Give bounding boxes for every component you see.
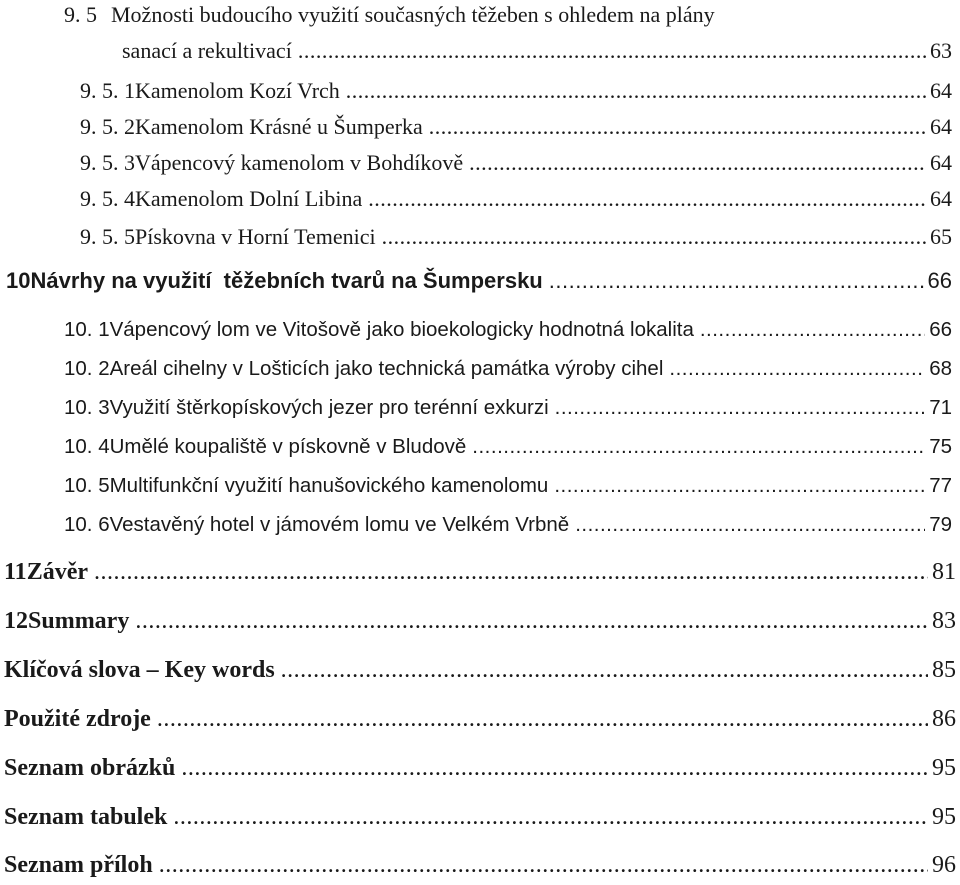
toc-entry[interactable] [80,224,952,250]
toc-page-number: 95 [932,804,956,830]
toc-entry[interactable] [80,114,952,140]
toc-leader-dots [549,268,924,294]
toc-leader-dots [346,78,926,104]
toc-title: Využití štěrkopískových jezer pro terénní exkurzi [109,396,549,419]
toc-title: Umělé koupaliště v pískovně v Bludově [109,435,467,458]
toc-number: 12 [4,608,28,634]
toc-title: sanací a rekultivací [122,38,292,63]
toc-page-number: 65 [930,224,952,249]
toc-title: Klíčová slova – Key words [4,657,275,683]
toc-entry[interactable] [64,434,952,460]
toc-entry[interactable] [64,473,952,499]
toc-page-number: 79 [929,513,952,536]
toc-title: Návrhy na využití těžebních tvarů na Šumpersku [30,268,543,293]
toc-leader-dots [159,850,928,880]
toc-page-number: 85 [932,657,956,683]
toc-entry[interactable] [64,512,952,538]
toc-leader-dots [94,557,928,587]
toc-entry[interactable] [80,150,952,176]
toc-leader-dots [298,38,926,64]
toc-title: Vápencový kamenolom v Bohdíkově [135,150,464,175]
toc-entry[interactable] [64,395,952,421]
toc-entry[interactable] [64,356,952,382]
toc-entry[interactable] [80,78,952,104]
toc-leader-dots [469,150,926,176]
toc-leader-dots [700,317,925,343]
toc-number: 10. 4 [64,435,110,458]
toc-page-number: 68 [929,357,952,380]
toc-leader-dots [555,395,926,421]
toc-page-number: 71 [929,396,952,419]
toc-number: 10. 3 [64,396,110,419]
toc-leader-dots [181,753,928,783]
toc-entry-chapter-11[interactable] [4,557,956,587]
toc-leader-dots [157,704,928,734]
toc-entry-list-of-tables[interactable] [4,802,956,832]
toc-title: Kamenolom Krásné u Šumperka [135,114,423,139]
toc-entry-9-5-line2[interactable] [122,38,952,64]
toc-page-number: 63 [930,38,952,63]
toc-page-number: 64 [930,150,952,175]
toc-leader-dots [382,224,926,250]
toc-entry-list-of-figures[interactable] [4,753,956,783]
toc-number: 9. 5. 1 [80,78,135,103]
toc-number: 10. 6 [64,513,110,536]
toc-number: 10 [6,268,31,293]
toc-title: Kamenolom Kozí Vrch [135,78,340,103]
toc-number: 10. 1 [64,318,110,341]
toc-leader-dots [135,606,928,636]
toc-title: Vestavěný hotel v jámovém lomu ve Velkém Vrbně [109,513,570,536]
toc-page-number: 77 [929,474,952,497]
toc-title: Multifunkční využití hanušovického kamenolomu [109,474,549,497]
toc-page-number: 66 [927,268,952,293]
toc-title: Seznam příloh [4,852,153,878]
toc-entry-chapter-12[interactable] [4,606,956,636]
toc-title: Summary [28,608,130,634]
toc-page-number: 64 [930,186,952,211]
toc-leader-dots [173,802,928,832]
toc-title: Pískovna v Horní Temenici [135,224,376,249]
toc-leader-dots [575,512,925,538]
toc-number: 11 [4,559,27,585]
toc-page-number: 75 [929,435,952,458]
toc-entry[interactable] [64,317,952,343]
toc-leader-dots [368,186,926,212]
toc-title: Závěr [26,559,88,585]
toc-title: Kamenolom Dolní Libina [135,186,363,211]
toc-title: Možnosti budoucího využití současných těžeben s ohledem na plány [111,2,715,27]
toc-entry[interactable] [80,186,952,212]
toc-page-number: 95 [932,755,956,781]
toc-number: 10. 5 [64,474,110,497]
toc-leader-dots [472,434,925,460]
toc-page-number: 83 [932,608,956,634]
toc-entry-key-words[interactable] [4,655,956,685]
toc-page-number: 66 [929,318,952,341]
toc-page-number: 86 [932,706,956,732]
toc-page-number: 81 [932,559,956,585]
toc-leader-dots [429,114,926,140]
toc-number: 9. 5. 2 [80,114,135,139]
toc-entry-9-5-line1[interactable] [64,2,715,28]
toc-page-number: 64 [930,78,952,103]
toc-leader-dots [281,655,928,685]
toc-leader-dots [554,473,925,499]
toc-entry-list-of-appendices[interactable] [4,850,956,880]
toc-title: Použité zdroje [4,706,151,732]
toc-title: Areál cihelny v Lošticích jako technická památka výroby cihel [109,357,664,380]
toc-page-number: 64 [930,114,952,139]
toc-page-number: 96 [932,852,956,878]
toc-number: 9. 5 [64,2,97,27]
toc-number: 9. 5. 4 [80,186,135,211]
toc-title: Seznam obrázků [4,755,176,781]
toc-number: 9. 5. 3 [80,150,135,175]
toc-title: Vápencový lom ve Vitošově jako bioekologicky hodnotná lokalita [109,318,694,341]
toc-number: 9. 5. 5 [80,224,135,249]
toc-title: Seznam tabulek [4,804,168,830]
toc-number: 10. 2 [64,357,110,380]
toc-entry-chapter-10[interactable] [6,268,952,294]
toc-entry-sources[interactable] [4,704,956,734]
toc-leader-dots [669,356,925,382]
